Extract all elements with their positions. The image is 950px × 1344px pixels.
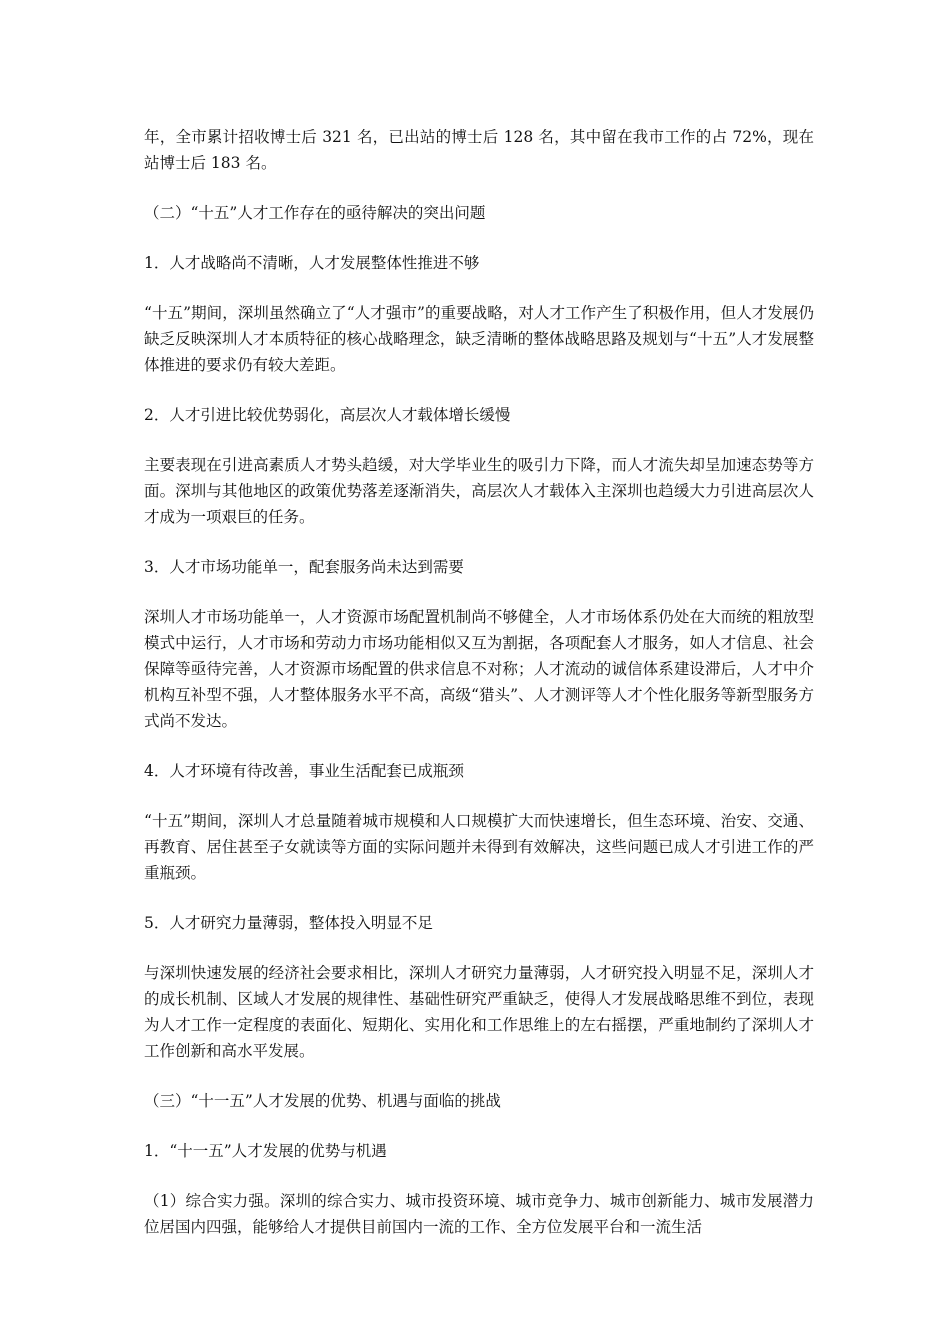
- paragraph-talent-market: 深圳人才市场功能单一，人才资源市场配置机制尚不够健全，人才市场体系仍处在大而统的粗放型模式中运行，人才市场和劳动力市场功能相似又互为割据，各项配套人才服务，如人才信息、社会保障等亟待完善，人才资源市场配置的供求信息不对称；人才流动的诚信体系建设滞后，人才中介机构互补型不强，人才整体服务水平不高，高级“猎头”、人才测评等人才个性化服务等新型服务方式尚不发达。: [144, 608, 814, 730]
- section-heading-2: （二）“十五”人才工作存在的亟待解决的突出问题: [144, 204, 486, 222]
- subheading-5: 5．人才研究力量薄弱，整体投入明显不足: [144, 914, 433, 932]
- section-heading-3: （三）“十一五”人才发展的优势、机遇与面临的挑战: [144, 1092, 501, 1110]
- subheading-advantages: 1．“十一五”人才发展的优势与机遇: [144, 1142, 387, 1160]
- document-body: [144, 124, 814, 1264]
- subheading-4: 4．人才环境有待改善，事业生活配套已成瓶颈: [144, 762, 464, 780]
- subheading-1: 1．人才战略尚不清晰，人才发展整体性推进不够: [144, 254, 480, 272]
- paragraph-comprehensive-strength: （1）综合实力强。深圳的综合实力、城市投资环境、城市竞争力、城市创新能力、城市发展潜力位居国内四强，能够给人才提供目前国内一流的工作、全方位发展平台和一流生活: [144, 1192, 814, 1236]
- paragraph-talent-introduction: 主要表现在引进高素质人才势头趋缓，对大学毕业生的吸引力下降，而人才流失却呈加速态势等方面。深圳与其他地区的政策优势落差逐渐消失，高层次人才载体入主深圳也趋缓大力引进高层次人才成为一项艰巨的任务。: [144, 456, 814, 526]
- subheading-2: 2．人才引进比较优势弱化，高层次人才载体增长缓慢: [144, 406, 511, 424]
- paragraph-postdoc-stats: 年，全市累计招收博士后 321 名，已出站的博士后 128 名，其中留在我市工作的占 72%，现在站博士后 183 名。: [144, 128, 814, 172]
- paragraph-strategy: “十五”期间，深圳虽然确立了“人才强市”的重要战略，对人才工作产生了积极作用，但人才发展仍缺乏反映深圳人才本质特征的核心战略理念，缺乏清晰的整体战略思路及规划与“十五”人才发展整体推进的要求仍有较大差距。: [144, 304, 814, 374]
- subheading-3: 3．人才市场功能单一，配套服务尚未达到需要: [144, 558, 464, 576]
- paragraph-research: 与深圳快速发展的经济社会要求相比，深圳人才研究力量薄弱，人才研究投入明显不足，深圳人才的成长机制、区域人才发展的规律性、基础性研究严重缺乏，使得人才发展战略思维不到位，表现为人才工作一定程度的表面化、短期化、实用化和工作思维上的左右摇摆，严重地制约了深圳人才工作创新和高水平发展。: [144, 964, 814, 1060]
- paragraph-environment: “十五”期间，深圳人才总量随着城市规模和人口规模扩大而快速增长，但生态环境、治安、交通、再教育、居住甚至子女就读等方面的实际问题并未得到有效解决，这些问题已成人才引进工作的严重瓶颈。: [144, 812, 814, 882]
